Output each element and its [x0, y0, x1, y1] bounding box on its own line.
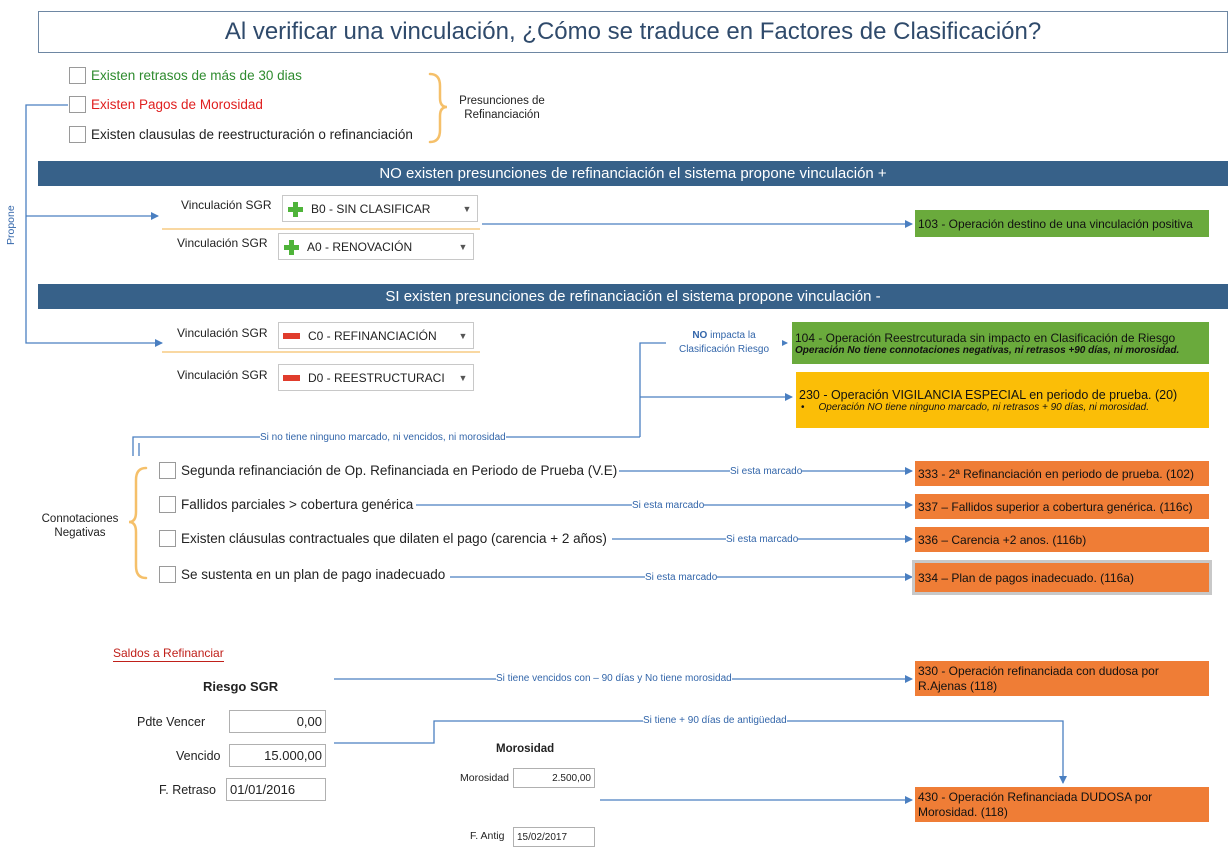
dropdown-value: A0 - RENOVACIÓN — [307, 239, 413, 254]
f-retraso-label: F. Retraso — [159, 783, 216, 797]
arrow-antig — [334, 721, 1063, 783]
propone-label: Propone — [5, 205, 17, 245]
checkbox[interactable] — [159, 462, 176, 479]
presuncion-label: Existen Pagos de Morosidad — [91, 97, 263, 112]
chevron-down-icon[interactable]: ▼ — [458, 241, 468, 252]
result-230 — [796, 372, 1209, 428]
connotacion-segunda-refinanciacion[interactable] — [159, 462, 617, 479]
connotacion-label: Segunda refinanciación de Op. Refinanciada en Periodo de Prueba (V.E) — [181, 463, 618, 478]
result-sub-row — [799, 402, 1206, 413]
vencido-label: Vencido — [176, 749, 221, 763]
checkbox[interactable] — [159, 530, 176, 547]
result-334 — [915, 563, 1209, 592]
f-antig-input[interactable]: 15/02/2017 — [513, 827, 595, 847]
banner-no-presunciones: NO existen presunciones de refinanciación el sistema propone vinculación + — [38, 161, 1228, 186]
result-104 — [792, 322, 1209, 364]
minus-icon — [283, 375, 300, 381]
connotacion-clausulas[interactable] — [159, 530, 607, 547]
dropdown-value: D0 - REESTRUCTURACI — [308, 370, 445, 385]
riesgo-sgr-title: Riesgo SGR — [203, 679, 279, 694]
plus-icon — [287, 201, 303, 217]
no-impacta-bold: NO — [692, 330, 708, 341]
chevron-down-icon[interactable]: ▼ — [458, 372, 468, 383]
bullet-icon: • — [801, 401, 805, 413]
si-esta-marcado-note: Si esta marcado — [726, 534, 799, 545]
result-sub: Operación No tiene connotaciones negativas, ni retrasos +90 días, ni morosidad. — [795, 344, 1180, 356]
saldos-link[interactable]: Saldos a Refinanciar — [113, 646, 224, 660]
vinculacion-dropdown-a0[interactable] — [278, 233, 474, 260]
connotacion-label: Existen cláusulas contractuales que dilaten el pago (carencia + 2 años) — [181, 531, 607, 546]
no-impacta-line2: Clasificación Riesgo — [678, 344, 770, 355]
vinculacion-label: Vinculación SGR — [177, 236, 268, 250]
si-no-tiene-note: Si no tiene ninguno marcado, ni vencidos, ni morosidad — [260, 432, 506, 443]
result-title: 334 – Plan de pagos inadecuado. (116a) — [918, 570, 1134, 585]
connotacion-label: Fallidos parciales > cobertura genérica — [181, 497, 414, 512]
presuncion-retrasos[interactable] — [69, 67, 302, 84]
result-title: 333 - 2ª Refinanciación en periodo de prueba. (102) — [918, 466, 1194, 481]
pdte-vencer-label: Pdte Vencer — [137, 715, 206, 729]
banner-si-presunciones: SI existen presunciones de refinanciación el sistema propone vinculación - — [38, 284, 1228, 309]
checkbox[interactable] — [69, 126, 86, 143]
result-336 — [915, 527, 1209, 552]
note-vencidos: Si tiene vencidos con – 90 días y No tiene morosidad — [496, 673, 732, 684]
minus-icon — [283, 333, 300, 339]
presuncion-label: Existen clausulas de reestructuración o refinanciación — [91, 127, 413, 142]
plus-icon — [283, 239, 299, 255]
result-title: 103 - Operación destino de una vinculación positiva — [918, 216, 1193, 231]
checkbox[interactable] — [69, 96, 86, 113]
result-sub: Operación NO tiene ninguno marcado, ni retrasos + 90 días, ni morosidad. — [818, 401, 1149, 413]
vinculacion-label: Vinculación SGR — [181, 198, 272, 212]
si-esta-marcado-note: Si esta marcado — [730, 466, 803, 477]
connotaciones-group-label: Connotaciones Negativas — [41, 513, 119, 539]
vinculacion-dropdown-c0[interactable] — [278, 322, 474, 349]
brace-presunciones — [430, 74, 447, 142]
result-title: 430 - Operación Refinanciada DUDOSA por Morosidad. (118) — [918, 789, 1153, 819]
si-esta-marcado-note: Si esta marcado — [645, 572, 718, 583]
presunciones-group-label: Presunciones de Refinanciación — [459, 95, 545, 121]
presuncion-morosidad[interactable] — [69, 96, 263, 113]
morosidad-title: Morosidad — [496, 743, 555, 755]
f-antig-label: F. Antig — [470, 830, 505, 842]
vinculacion-label: Vinculación SGR — [177, 326, 268, 340]
si-esta-marcado-note: Si esta marcado — [632, 500, 705, 511]
result-430 — [915, 787, 1209, 822]
morosidad-label: Morosidad — [460, 772, 510, 784]
no-impacta-note — [666, 329, 782, 357]
vencido-input[interactable]: 15.000,00 — [229, 744, 326, 767]
no-impacta-rest: impacta la — [707, 330, 756, 341]
f-retraso-input[interactable]: 01/01/2016 — [226, 778, 326, 801]
result-title: 330 - Operación refinanciada con dudosa por R.Ajenas (118) — [918, 663, 1159, 693]
result-330 — [915, 661, 1209, 696]
connotacion-label: Se sustenta en un plan de pago inadecuado — [181, 567, 446, 582]
checkbox[interactable] — [159, 566, 176, 583]
result-title: 337 – Fallidos superior a cobertura genérica. (116c) — [918, 499, 1193, 514]
dropdown-value: C0 - REFINANCIACIÓN — [308, 328, 437, 343]
result-103 — [915, 210, 1209, 237]
result-337 — [915, 494, 1209, 519]
connotacion-fallidos[interactable] — [159, 496, 413, 513]
morosidad-input[interactable]: 2.500,00 — [513, 768, 595, 788]
chevron-down-icon[interactable]: ▼ — [458, 330, 468, 341]
result-title: 104 - Operación Reestrcuturada sin impacto en Clasificación de Riesgo — [795, 330, 1176, 345]
vinculacion-label: Vinculación SGR — [177, 368, 268, 382]
result-title: 230 - Operación VIGILANCIA ESPECIAL en periodo de prueba. (20) — [799, 387, 1178, 402]
vinculacion-dropdown-b0[interactable] — [282, 195, 478, 222]
page-title: Al verificar una vinculación, ¿Cómo se traduce en Factores de Clasificación? — [38, 11, 1228, 53]
result-title: 336 – Carencia +2 anos. (116b) — [918, 532, 1087, 547]
note-antiguedad: Si tiene + 90 días de antigüedad — [643, 715, 787, 726]
checkbox[interactable] — [69, 67, 86, 84]
brace-connotaciones — [129, 468, 146, 578]
connotacion-plan-pago[interactable] — [159, 566, 445, 583]
arrow-to-104 — [640, 343, 787, 437]
result-333 — [915, 461, 1209, 486]
presuncion-label: Existen retrasos de más de 30 dias — [91, 68, 302, 83]
presuncion-clausulas[interactable] — [69, 126, 413, 143]
pdte-vencer-input[interactable]: 0,00 — [229, 710, 326, 733]
vinculacion-dropdown-d0[interactable] — [278, 364, 474, 391]
checkbox[interactable] — [159, 496, 176, 513]
chevron-down-icon[interactable]: ▼ — [462, 203, 472, 214]
dropdown-value: B0 - SIN CLASIFICAR — [311, 201, 431, 216]
